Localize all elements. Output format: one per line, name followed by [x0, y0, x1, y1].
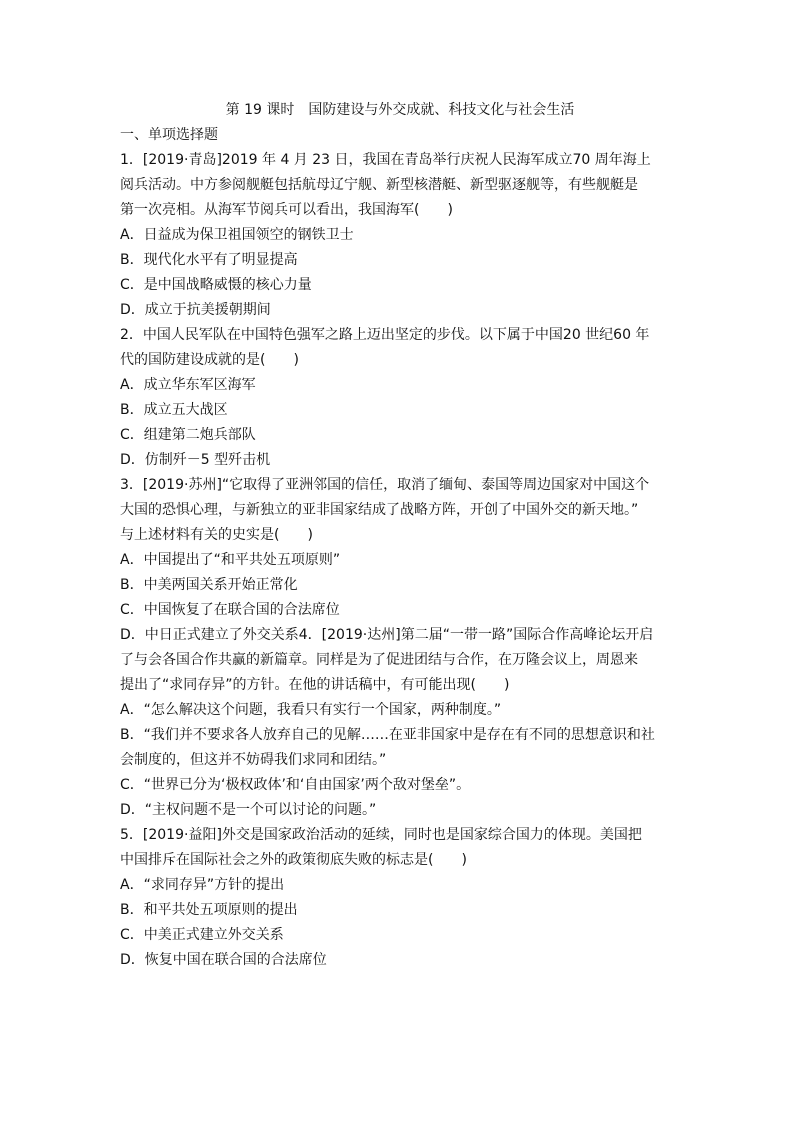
- answer-option: A．日益成为保卫祖国领空的钢铁卫士: [120, 227, 354, 243]
- text-line: 与上述材料有关的史实是( ): [120, 527, 313, 543]
- document-title: 第 19 课时 国防建设与外交成就、科技文化与社会生活: [225, 102, 575, 118]
- answer-option: B．“我们并不要求各人放弃自己的见解……在亚非国家中是存在有不同的思想意识和社: [120, 727, 655, 743]
- text-line: 提出了“求同存异”的方针。在他的讲话稿中，有可能出现( ): [120, 677, 510, 693]
- answer-option: C．中美正式建立外交关系: [120, 927, 284, 943]
- text-line: D．中日正式建立了外交关系4．[2019·达州]第二届“一带一路”国际合作高峰论坛开启: [120, 627, 654, 643]
- answer-option: D．“主权问题不是一个可以讨论的问题。”: [120, 802, 377, 818]
- answer-option: D．仿制歼－5 型歼击机: [120, 452, 271, 468]
- text-line: 3．[2019·苏州]“它取得了亚洲邻国的信任，取消了缅甸、泰国等周边国家对中国这个: [120, 477, 650, 493]
- text-line: 代的国防建设成就的是( ): [120, 352, 299, 368]
- text-line: 中国排斥在国际社会之外的政策彻底失败的标志是( ): [120, 852, 467, 868]
- answer-option: D．恢复中国在联合国的合法席位: [120, 952, 327, 968]
- answer-option: C．是中国战略威慑的核心力量: [120, 277, 312, 293]
- section-heading: 一、单项选择题: [120, 127, 218, 143]
- answer-option: B．和平共处五项原则的提出: [120, 902, 298, 918]
- text-line: 阅兵活动。中方参阅舰艇包括航母辽宁舰、新型核潜艇、新型驱逐舰等，有些舰艇是: [120, 177, 638, 193]
- text-line: 第一次亮相。从海军节阅兵可以看出，我国海军( ): [120, 202, 453, 218]
- text-line: 会制度的，但这并不妨碍我们求同和团结。”: [120, 752, 387, 768]
- answer-option: A．“怎么解决这个问题，我看只有实行一个国家，两种制度。”: [120, 702, 502, 718]
- text-line: 大国的恐惧心理，与新独立的亚非国家结成了战略方阵，开创了中国外交的新天地。”: [120, 502, 639, 518]
- text-line: 2．中国人民军队在中国特色强军之路上迈出坚定的步伐。以下属于中国20 世纪60 年: [120, 327, 650, 343]
- document-body: [120, 125, 690, 975]
- text-line: 了与会各国合作共赢的新篇章。同样是为了促进团结与合作，在万隆会议上，周恩来: [120, 652, 638, 668]
- answer-option: C．组建第二炮兵部队: [120, 427, 256, 443]
- answer-option: A．“求同存异”方针的提出: [120, 877, 285, 893]
- answer-option: A．中国提出了“和平共处五项原则”: [120, 552, 341, 568]
- text-line: 5．[2019·益阳]外交是国家政治活动的延续，同时也是国家综合国力的体现。美国把: [120, 827, 642, 843]
- answer-option: C．“世界已分为‘极权政体’和‘自由国家’两个敌对堡垒”。: [120, 777, 471, 793]
- answer-option: B．现代化水平有了明显提高: [120, 252, 298, 268]
- answer-option: C．中国恢复了在联合国的合法席位: [120, 602, 340, 618]
- answer-option: B．成立五大战区: [120, 402, 228, 418]
- text-line: 1．[2019·青岛]2019 年 4 月 23 日，我国在青岛举行庆祝人民海军成立70 周年海上: [120, 152, 651, 168]
- answer-option: B．中美两国关系开始正常化: [120, 577, 298, 593]
- answer-option: A．成立华东军区海军: [120, 377, 256, 393]
- answer-option: D．成立于抗美援朝期间: [120, 302, 271, 318]
